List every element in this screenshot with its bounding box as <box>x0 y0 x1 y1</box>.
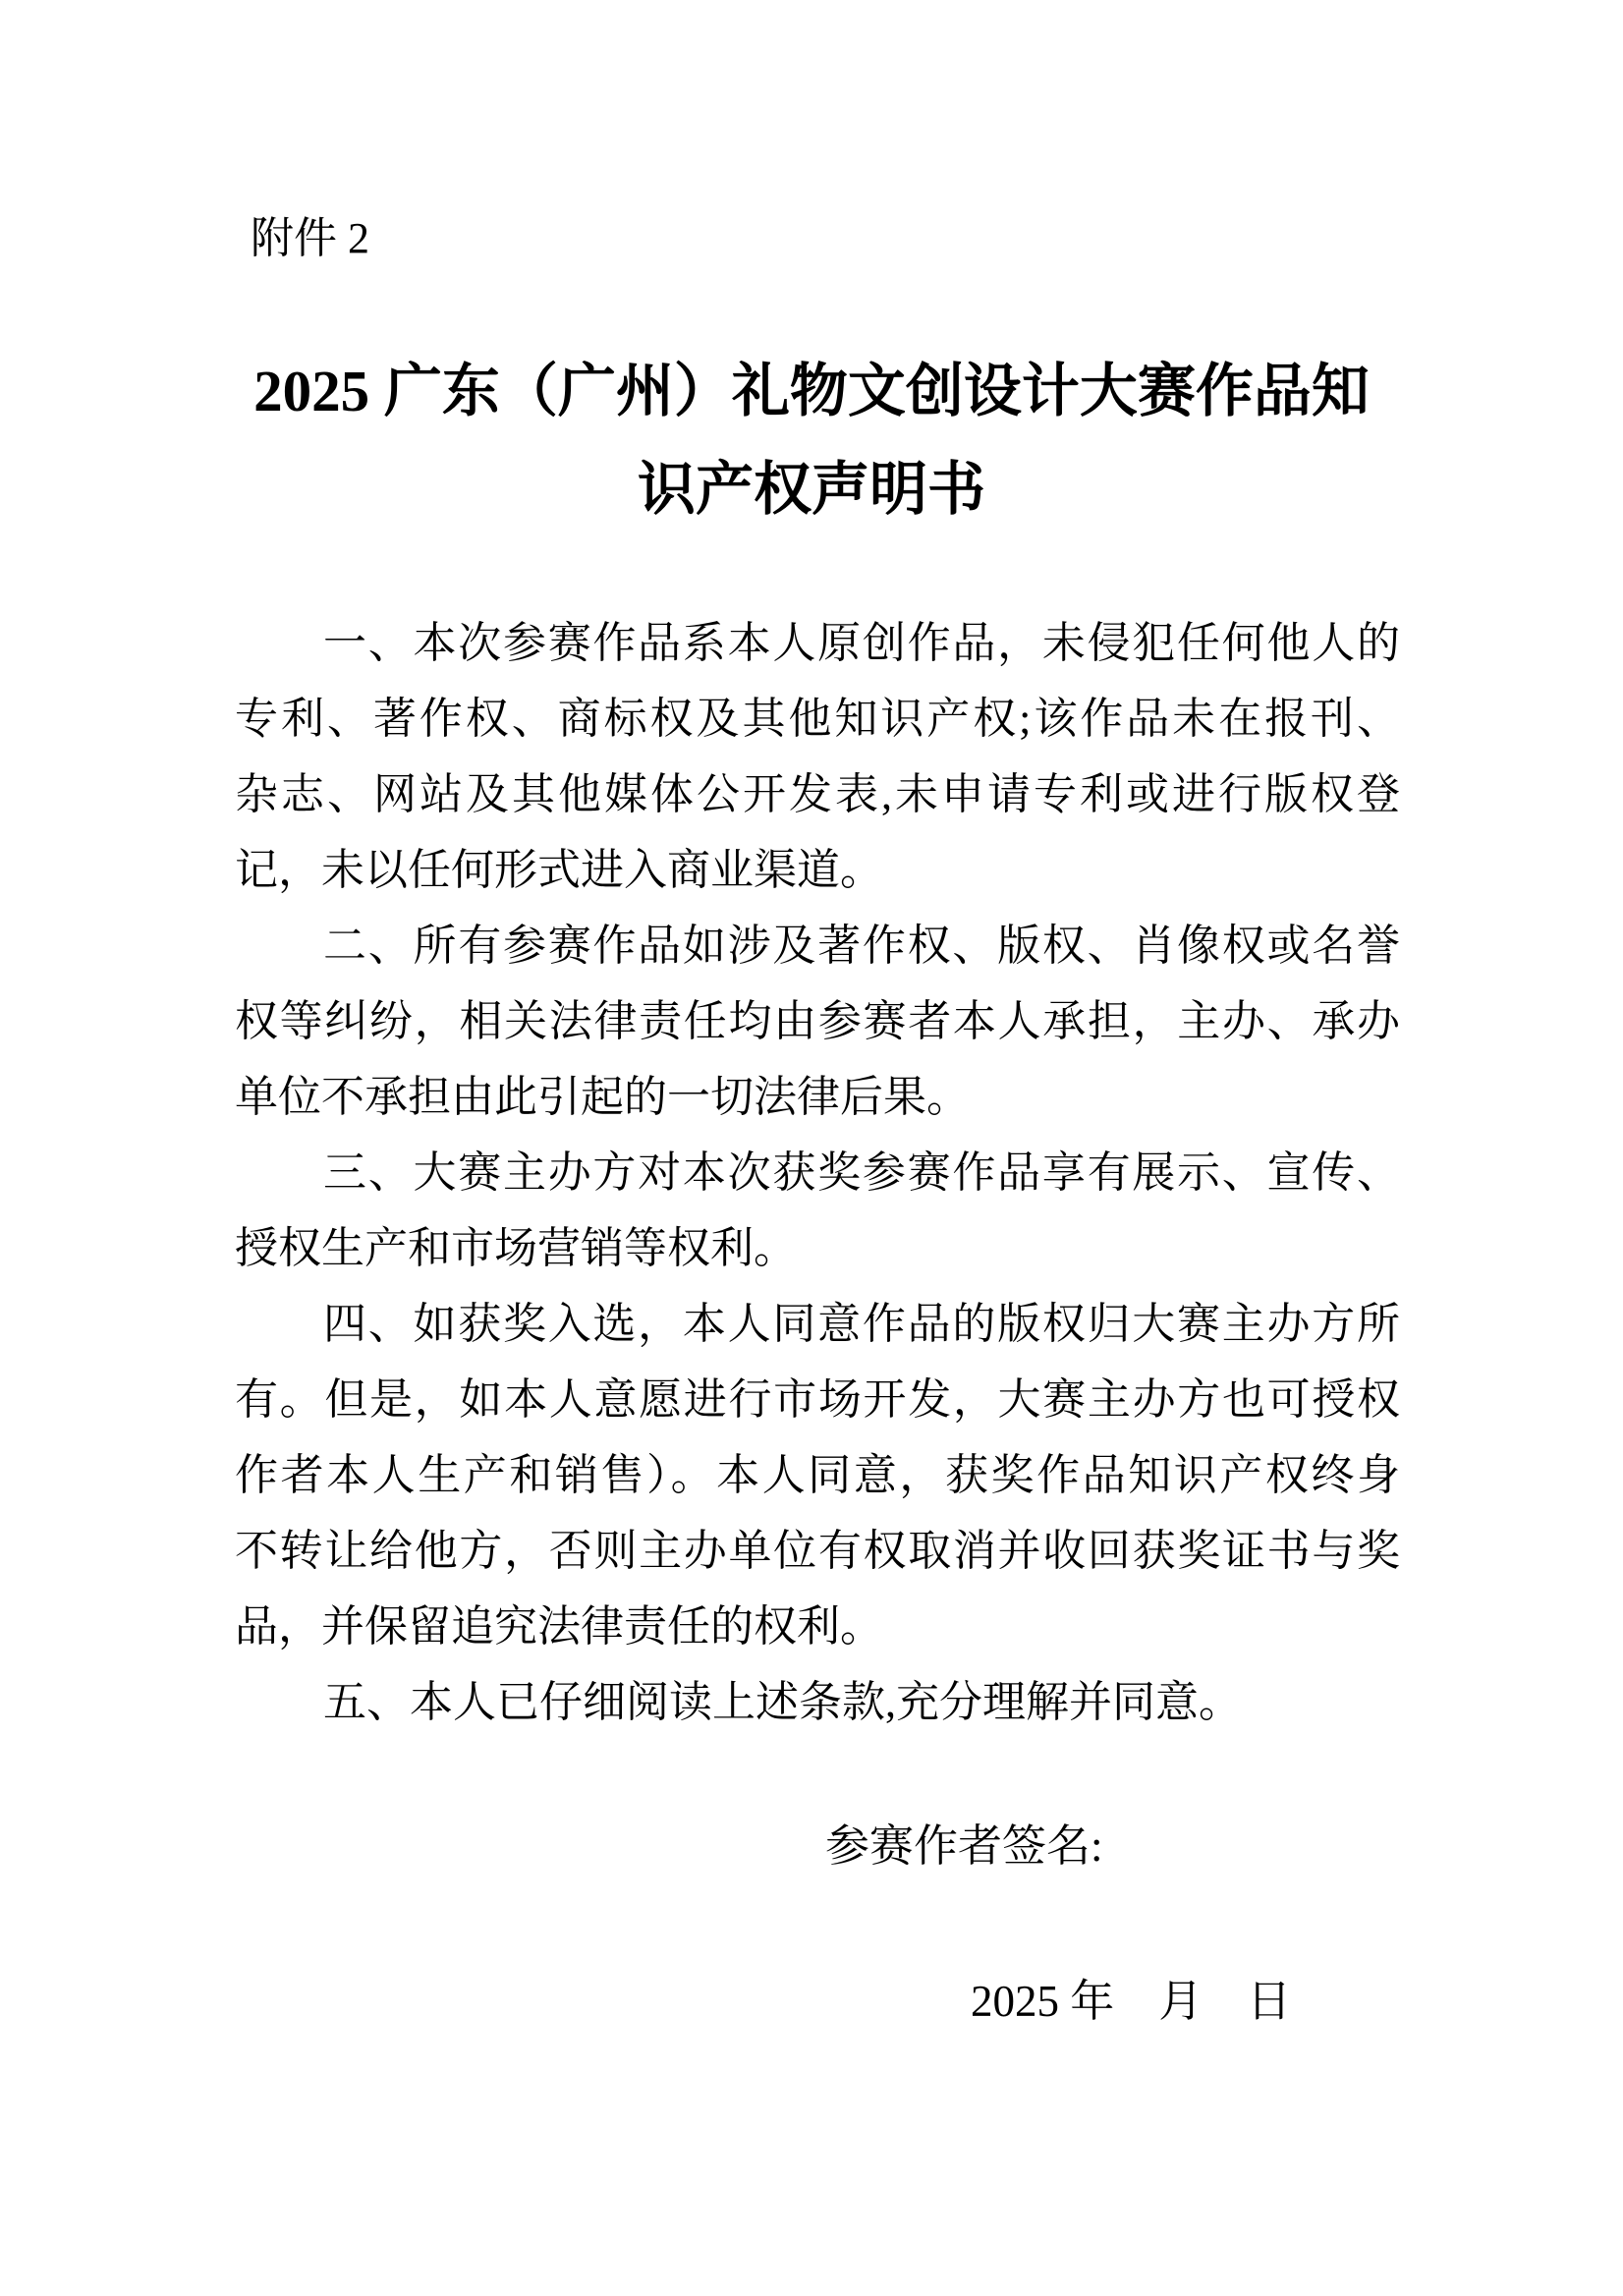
body-line: 一、本次参赛作品系本人原创作品，未侵犯任何他人的 <box>323 619 1400 667</box>
title-line-2: 识产权声明书 <box>637 457 985 522</box>
body-line: 授权生产和市场营销等权利。 <box>235 1224 797 1272</box>
signature-label: 参赛作者签名: <box>825 1821 1103 1871</box>
body-line: 二、所有参赛作品如涉及著作权、版权、肖像权或名誉 <box>323 922 1400 970</box>
date-line: 2025 年 月 日 <box>971 1977 1292 2026</box>
body-line: 四、如获奖入选，本人同意作品的版权归大赛主办方所 <box>323 1300 1400 1348</box>
body-line: 品，并保留追究法律责任的权利。 <box>235 1602 883 1651</box>
body-line: 作者本人生产和销售）。本人同意，获奖作品知识产权终身 <box>235 1451 1400 1499</box>
body-line: 不转让给他方，否则主办单位有权取消并收回获奖证书与奖 <box>235 1527 1400 1575</box>
body-line: 专利、著作权、商标权及其他知识产权;该作品未在报刊、 <box>235 695 1400 743</box>
document-title <box>118 342 1505 538</box>
title-line-1: 2025 广东（广州）礼物文创设计大赛作品知 <box>253 359 1370 423</box>
attachment-label: 附件 2 <box>251 214 369 262</box>
body-line: 权等纠纷，相关法律责任均由参赛者本人承担，主办、承办 <box>235 997 1400 1045</box>
body-line: 三、大赛主办方对本次获奖参赛作品享有展示、宣传、 <box>323 1148 1400 1197</box>
body-line: 记，未以任何形式进入商业渠道。 <box>235 846 883 894</box>
document-body <box>235 605 1400 1740</box>
body-line: 杂志、网站及其他媒体公开发表,未申请专利或进行版权登 <box>235 770 1400 818</box>
body-line: 五、本人已仔细阅读上述条款,充分理解并同意。 <box>323 1678 1242 1726</box>
body-line: 有。但是，如本人意愿进行市场开发，大赛主办方也可授权 <box>235 1375 1400 1424</box>
body-line: 单位不承担由此引起的一切法律后果。 <box>235 1073 970 1121</box>
